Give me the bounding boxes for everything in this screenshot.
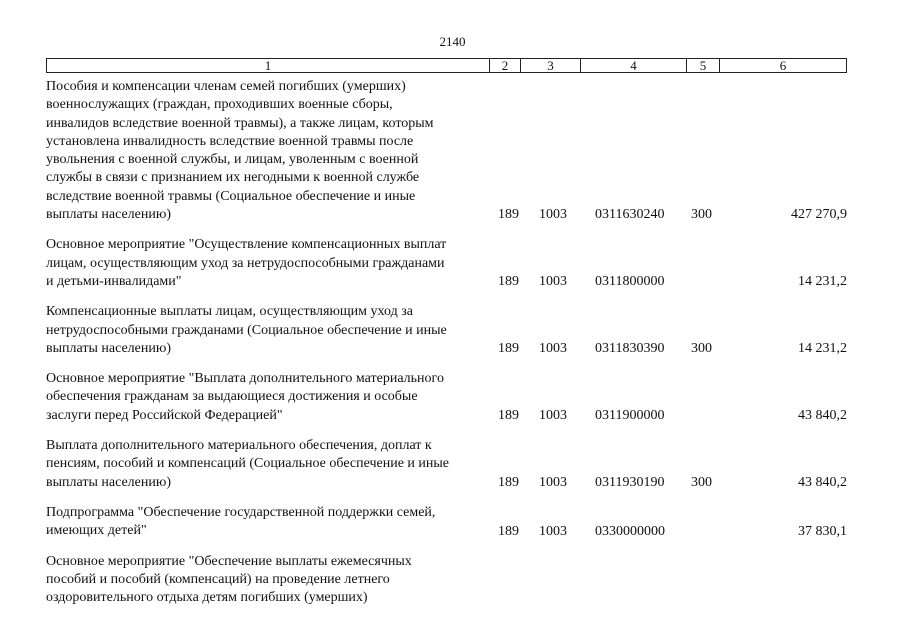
expense-type-code: 300 xyxy=(691,341,712,357)
ministry-code: 189 xyxy=(498,408,519,424)
description-line: лицам, осуществляющим уход за нетрудоспособными гражданами xyxy=(46,255,445,271)
expense-type-code: 300 xyxy=(691,474,712,490)
description-line: имеющих детей" xyxy=(46,523,147,539)
table-row xyxy=(46,504,847,541)
header-col-2: 2 xyxy=(490,59,521,72)
description-line: заслуги перед Российской Федерацией" xyxy=(46,407,283,423)
target-article-code: 0311800000 xyxy=(595,274,665,290)
row-description xyxy=(46,78,487,224)
description-line: Основное мероприятие "Осуществление компенсационных выплат xyxy=(46,237,447,253)
ministry-code: 189 xyxy=(498,341,519,357)
description-line: пенсиям, пособий и компенсаций (Социальное обеспечение и иные xyxy=(46,456,450,472)
expense-type-code: 300 xyxy=(691,207,712,223)
description-line: Пособия и компенсации членам семей погибших (умерших) xyxy=(46,79,406,94)
section-code: 1003 xyxy=(539,274,567,290)
description-line: инвалидов вследствие военной травмы), а также лицам, которым xyxy=(46,115,434,131)
table-row xyxy=(46,553,847,608)
section-code: 1003 xyxy=(539,474,567,490)
description-line: увольнения с военной службы, и лицам, уволенным с военной xyxy=(46,152,419,168)
section-code: 1003 xyxy=(539,341,567,357)
description-line: выплаты населению) xyxy=(46,207,171,223)
target-article-code: 0311900000 xyxy=(595,408,665,424)
target-article-code: 0311930190 xyxy=(595,474,665,490)
description-line: Компенсационные выплаты лицам, осуществляющим уход за xyxy=(46,304,413,320)
table-row xyxy=(46,236,847,291)
description-line: Подпрограмма "Обеспечение государственной поддержки семей, xyxy=(46,504,436,520)
description-line: выплаты населению) xyxy=(46,340,171,356)
description-line: вследствие военной травмы (Социальное обеспечение и иные xyxy=(46,188,416,204)
description-line: нетрудоспособными гражданами (Социальное обеспечение и иные xyxy=(46,322,447,338)
row-values xyxy=(46,523,847,541)
description-line: военнослужащих (граждан, проходивших военные сборы, xyxy=(46,97,393,113)
amount: 427 270,9 xyxy=(791,207,847,223)
header-col-1: 1 xyxy=(47,59,490,72)
amount: 14 231,2 xyxy=(798,274,847,290)
header-col-3: 3 xyxy=(521,59,581,72)
ministry-code: 189 xyxy=(498,207,519,223)
description-line: выплаты населению) xyxy=(46,474,171,490)
header-col-5: 5 xyxy=(687,59,720,72)
page-number: 2140 xyxy=(439,34,466,49)
description-line: и детьми-инвалидами" xyxy=(46,273,182,289)
row-values xyxy=(46,474,847,492)
table-row xyxy=(46,303,847,358)
table-row xyxy=(46,437,847,492)
target-article-code: 0330000000 xyxy=(595,523,665,539)
table-header xyxy=(46,58,847,73)
description-line: оздоровительного отдыха детям погибших (умерших) xyxy=(46,590,368,606)
description-line: Основное мероприятие "Выплата дополнительного материального xyxy=(46,371,444,387)
description-line: Выплата дополнительного материального обеспечения, доплат к xyxy=(46,438,432,454)
row-values xyxy=(46,273,847,291)
description-line: обеспечения гражданам за выдающиеся достижения и особые xyxy=(46,389,418,405)
target-article-code: 0311830390 xyxy=(595,341,665,357)
section-code: 1003 xyxy=(539,523,567,539)
description-line: службы в связи с признанием их негодными к военной службе xyxy=(46,170,420,186)
row-values xyxy=(46,340,847,358)
table-body xyxy=(46,78,847,619)
amount: 43 840,2 xyxy=(798,408,847,424)
ministry-code: 189 xyxy=(498,523,519,539)
row-values xyxy=(46,407,847,425)
ministry-code: 189 xyxy=(498,274,519,290)
header-col-4: 4 xyxy=(581,59,687,72)
target-article-code: 0311630240 xyxy=(595,207,665,223)
description-line: пособий и пособий (компенсаций) на проведение летнего xyxy=(46,571,390,587)
ministry-code: 189 xyxy=(498,474,519,490)
header-col-6: 6 xyxy=(779,58,787,73)
table-row xyxy=(46,78,847,224)
row-values xyxy=(46,206,847,224)
section-code: 1003 xyxy=(539,207,567,223)
amount: 14 231,2 xyxy=(798,341,847,357)
row-values xyxy=(46,589,847,607)
section-code: 1003 xyxy=(539,408,567,424)
description-line: Основное мероприятие "Обеспечение выплаты ежемесячных xyxy=(46,553,412,569)
table-row xyxy=(46,370,847,425)
amount: 43 840,2 xyxy=(798,474,847,490)
amount: 37 830,1 xyxy=(798,523,847,539)
description-line: установлена инвалидность вследствие военной травмы после xyxy=(46,133,414,149)
